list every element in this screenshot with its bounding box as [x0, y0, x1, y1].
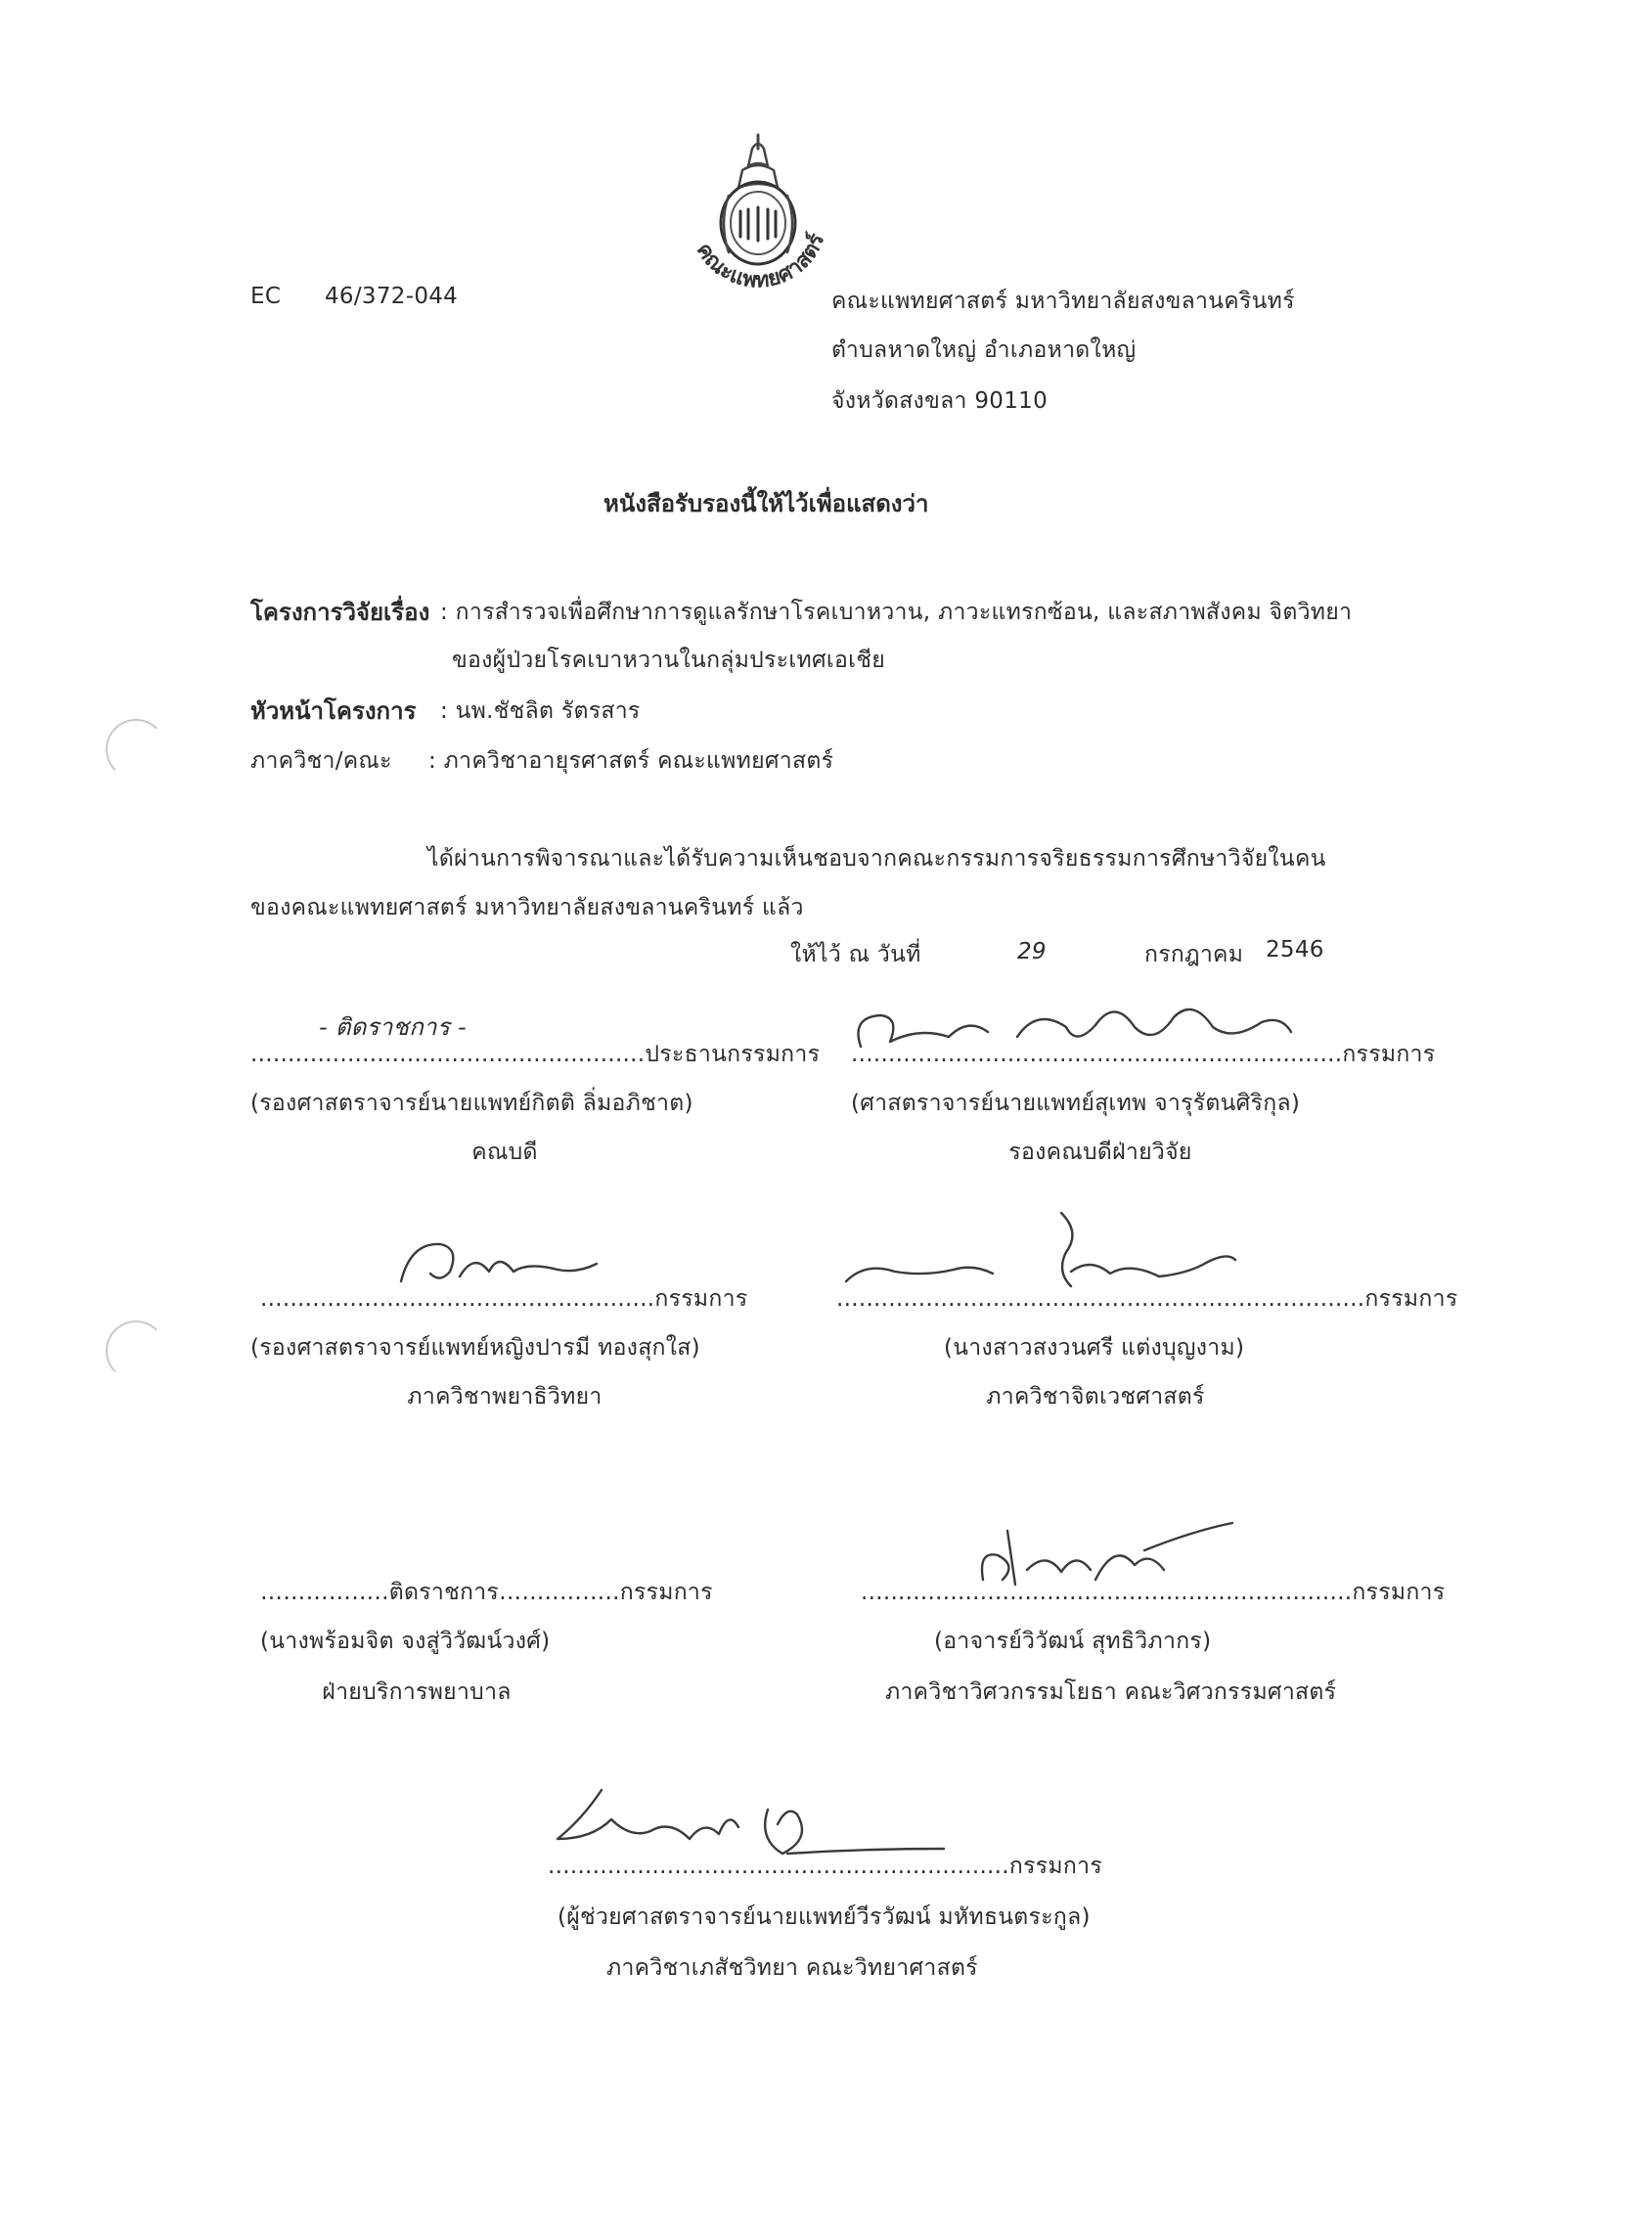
- signatory-title: ภาควิชาจิตเวชศาสตร์: [986, 1384, 1205, 1410]
- signatory-role: ประธานกรรมการ: [645, 1042, 821, 1067]
- signatory-civil-engineering: [861, 1555, 1446, 1722]
- signatory-name: (นางพร้อมจิต จงสู่วิวัฒน์วงศ์): [260, 1629, 551, 1654]
- signatory-name: (รองศาสตราจารย์แพทย์หญิงปารมี ทองสุกใส): [250, 1335, 700, 1361]
- signature-dots: ..................................................................: [851, 1042, 1343, 1067]
- date-month: กรกฎาคม: [1144, 942, 1244, 967]
- signature-dots: ..................................................................: [861, 1580, 1353, 1605]
- signatory-psychiatry: [836, 1252, 1458, 1418]
- approval-statement-line-2: ของคณะแพทยศาสตร์ มหาวิทยาลัยสงขลานครินทร์ แล้ว: [250, 895, 804, 920]
- signatory-name: (นางสาวสงวนศรี แต่งบุญงาม): [944, 1335, 1245, 1361]
- punch-hole-mark: [106, 1320, 166, 1381]
- address-line-1: คณะแพทยศาสตร์ มหาวิทยาลัยสงขลานครินทร์: [831, 289, 1295, 314]
- date-year: 2546: [1266, 937, 1324, 962]
- signature-dots: .......................................................................: [836, 1286, 1365, 1312]
- department-label: ภาควิชา/คณะ: [250, 748, 392, 774]
- address-line-3: จังหวัดสงขลา 90110: [831, 388, 1048, 414]
- signatory-role: กรรมการ: [1342, 1042, 1436, 1067]
- signature-line: [250, 1037, 820, 1072]
- signature-line: [851, 1037, 1435, 1072]
- seal-text: คณะแพทยศาสตร์: [691, 230, 830, 293]
- signatory-name: (อาจารย์วิวัฒน์ สุทธิวิภากร): [934, 1629, 1212, 1654]
- address-line-2: ตำบลหาดใหญ่ อำเภอหาดใหญ่: [831, 337, 1137, 363]
- signatory-name: (ศาสตราจารย์นายแพทย์สุเทพ จารุรัตนศิริกุล): [851, 1091, 1301, 1116]
- project-title-line-2: ของผู้ป่วยโรคเบาหวานในกลุ่มประเทศเอเชีย: [452, 648, 886, 673]
- signatory-name: (ผู้ช่วยศาสตราจารย์นายแพทย์วีรวัฒน์ มหัทธนตระกูล): [558, 1904, 1091, 1930]
- signatory-research-deputy: [851, 1007, 1436, 1174]
- signatory-name: (รองศาสตราจารย์นายแพทย์กิตติ ลิ่มอภิชาต): [250, 1091, 693, 1116]
- signatory-role: กรรมการ: [1008, 1854, 1102, 1879]
- signatory-title: ภาควิชาเภสัชวิทยา คณะวิทยาศาสตร์: [606, 1955, 978, 1981]
- seal-emblem: [721, 135, 795, 264]
- signatory-title: รองคณบดีฝ่ายวิจัย: [1008, 1140, 1192, 1165]
- signatory-chair: [250, 1007, 821, 1174]
- signature-line-away: ……………..ติดราชการ……..……..กรรมการ: [260, 1580, 713, 1605]
- signatory-nursing: [250, 1555, 818, 1722]
- signatory-role: กรรมการ: [1352, 1580, 1446, 1605]
- punch-hole-mark: [106, 719, 166, 780]
- leader-value: : นพ.ชัชลิต รัตรสาร: [440, 698, 641, 724]
- signature-line: [260, 1281, 747, 1317]
- signature-line: [548, 1849, 1102, 1884]
- project-label: โครงการวิจัยเรื่อง: [250, 599, 430, 626]
- signatory-title: ภาควิชาพยาธิวิทยา: [407, 1384, 603, 1410]
- signature-dots: .....................................................: [250, 1042, 646, 1067]
- signatory-title: ภาควิชาวิศวกรรมโยธา คณะวิศวกรรมศาสตร์: [885, 1679, 1337, 1705]
- date-label: ให้ไว้ ณ วันที่: [790, 942, 921, 967]
- signature-dots: ..............................................................: [548, 1854, 1009, 1879]
- document-title: หนังสือรับรองนี้ให้ไว้เพื่อแสดงว่า: [603, 490, 929, 517]
- reference-prefix: EC: [250, 284, 282, 309]
- signatory-title: ฝ่ายบริการพยาบาล: [322, 1679, 512, 1705]
- signature-line: [861, 1575, 1445, 1610]
- reference-number: 46/372-044: [325, 284, 459, 309]
- signatory-pathology: [250, 1252, 818, 1418]
- leader-label: หัวหน้าโครงการ: [250, 697, 417, 725]
- date-day: 29: [1017, 939, 1047, 964]
- signatory-role: กรรมการ: [1364, 1286, 1458, 1312]
- department-value: : ภาควิชาอายุรศาสตร์ คณะแพทยศาสตร์: [428, 748, 834, 774]
- signature-line: [836, 1281, 1457, 1317]
- handwritten-away-note: - ติดราชการ -: [319, 1013, 467, 1041]
- signatory-title: คณบดี: [471, 1140, 538, 1165]
- university-seal-logo: [670, 127, 846, 298]
- signatory-pharmacology: [548, 1829, 1232, 1995]
- signature-dots: .....................................................: [260, 1286, 655, 1312]
- approval-statement-line-1: ได้ผ่านการพิจารณาและได้รับความเห็นชอบจากคณะกรรมการจริยธรรมการศึกษาวิจัยในคน: [427, 846, 1326, 872]
- project-title-line-1: : การสำรวจเพื่อศึกษาการดูแลรักษาโรคเบาหวาน, ภาวะแทรกซ้อน, และสภาพสังคม จิตวิทยา: [440, 600, 1353, 625]
- signatory-role: กรรมการ: [654, 1286, 748, 1312]
